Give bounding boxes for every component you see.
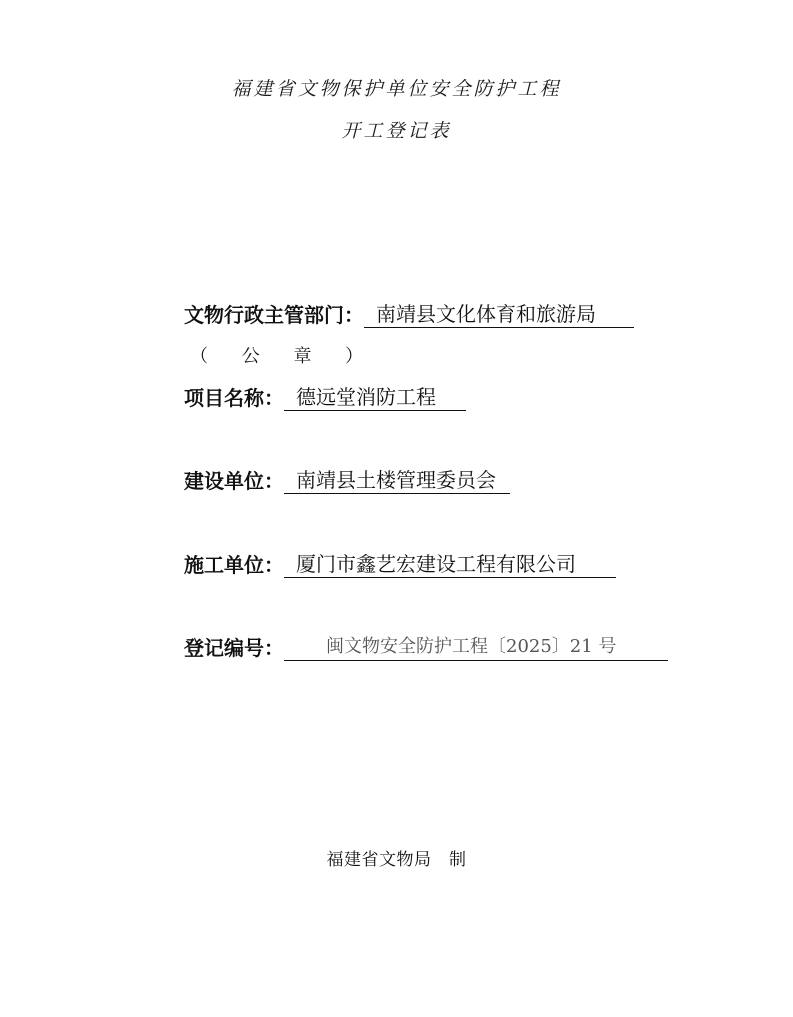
field-dept-label: 文物行政主管部门： xyxy=(184,303,364,327)
field-dept xyxy=(184,301,634,329)
field-contractor xyxy=(184,551,616,579)
field-builder xyxy=(184,467,510,495)
field-project xyxy=(184,384,466,412)
document-subtitle: 开工登记表 xyxy=(341,120,452,142)
field-builder-value: 南靖县土楼管理委员会 xyxy=(284,467,510,494)
field-contractor-value: 厦门市鑫艺宏建设工程有限公司 xyxy=(284,551,616,578)
field-regno-label: 登记编号： xyxy=(184,636,284,660)
document-title: 福建省文物保护单位安全防护工程 xyxy=(231,78,562,100)
field-regno xyxy=(184,634,668,662)
field-dept-value: 南靖县文化体育和旅游局 xyxy=(364,301,634,328)
field-regno-value: 闽文物安全防护工程〔2025〕21 号 xyxy=(284,634,668,661)
field-project-value: 德远堂消防工程 xyxy=(284,384,466,411)
seal-placeholder: （ 公 章 ） xyxy=(190,346,378,367)
field-builder-label: 建设单位： xyxy=(184,469,284,493)
issuer-footer: 福建省文物局 制 xyxy=(326,850,467,870)
field-contractor-label: 施工单位： xyxy=(184,553,284,577)
field-project-label: 项目名称： xyxy=(184,386,284,410)
